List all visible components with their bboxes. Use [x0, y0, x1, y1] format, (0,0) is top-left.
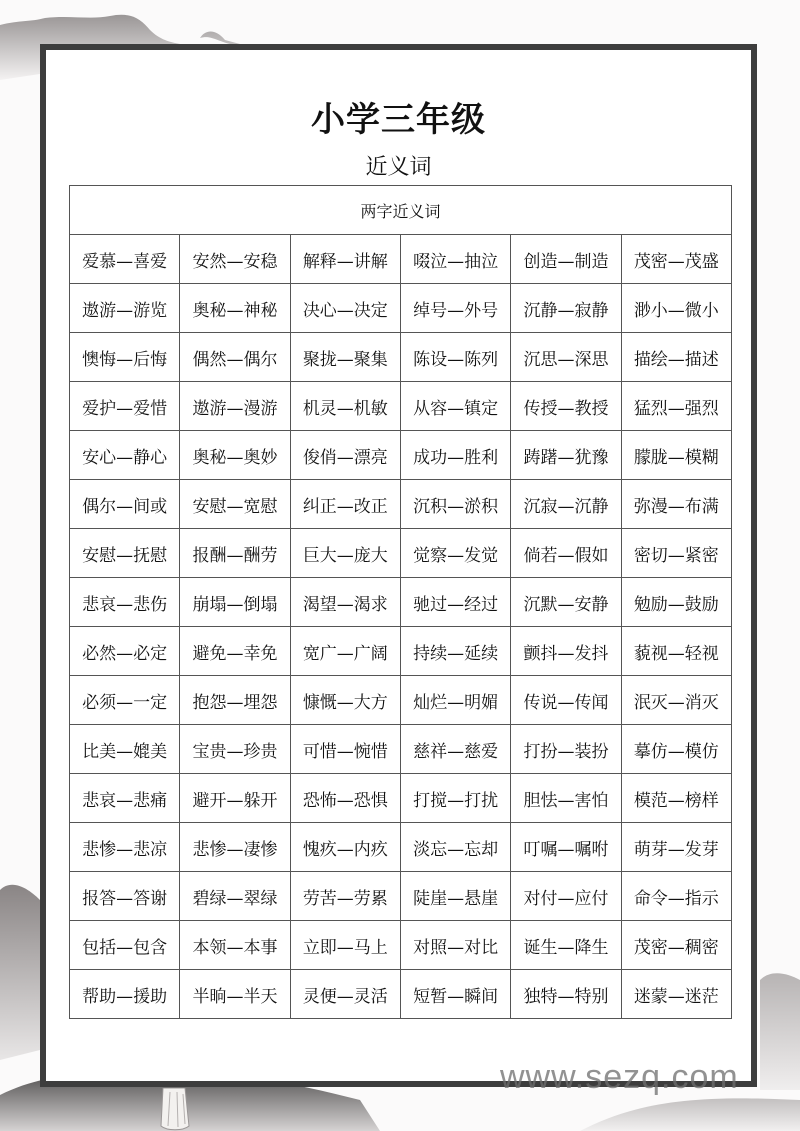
table-row	[70, 284, 732, 333]
synonym-pair-cell: 懊悔—后悔	[70, 333, 180, 382]
synonym-pair-cell: 奥秘—神秘	[180, 284, 290, 333]
table-row	[70, 872, 732, 921]
synonym-pair-cell: 独特—特别	[511, 970, 621, 1019]
synonym-pair-cell: 绰号—外号	[400, 284, 510, 333]
synonym-pair-cell: 沉积—淤积	[400, 480, 510, 529]
synonym-pair-cell: 朦胧—模糊	[621, 431, 731, 480]
synonym-pair-cell: 迷蒙—迷茫	[621, 970, 731, 1019]
table-row	[70, 921, 732, 970]
synonym-table	[69, 185, 732, 1019]
synonym-pair-cell: 对照—对比	[400, 921, 510, 970]
synonym-pair-cell: 包括—包含	[70, 921, 180, 970]
synonym-pair-cell: 萌芽—发芽	[621, 823, 731, 872]
synonym-pair-cell: 抱怨—埋怨	[180, 676, 290, 725]
synonym-pair-cell: 帮助—援助	[70, 970, 180, 1019]
synonym-pair-cell: 渴望—渴求	[290, 578, 400, 627]
synonym-pair-cell: 偶然—偶尔	[180, 333, 290, 382]
synonym-pair-cell: 避开—躲开	[180, 774, 290, 823]
synonym-pair-cell: 慷慨—大方	[290, 676, 400, 725]
synonym-pair-cell: 叮嘱—嘱咐	[511, 823, 621, 872]
synonym-pair-cell: 陈设—陈列	[400, 333, 510, 382]
synonym-pair-cell: 安慰—抚慰	[70, 529, 180, 578]
synonym-pair-cell: 弥漫—布满	[621, 480, 731, 529]
synonym-pair-cell: 悲惨—悲凉	[70, 823, 180, 872]
synonym-pair-cell: 可惜—惋惜	[290, 725, 400, 774]
synonym-pair-cell: 恐怖—恐惧	[290, 774, 400, 823]
synonym-pair-cell: 啜泣—抽泣	[400, 235, 510, 284]
table-row	[70, 333, 732, 382]
table-row	[70, 970, 732, 1019]
synonym-pair-cell: 偶尔—间或	[70, 480, 180, 529]
synonym-pair-cell: 立即—马上	[290, 921, 400, 970]
synonym-pair-cell: 踌躇—犹豫	[511, 431, 621, 480]
synonym-pair-cell: 猛烈—强烈	[621, 382, 731, 431]
synonym-pair-cell: 沉思—深思	[511, 333, 621, 382]
synonym-pair-cell: 传说—传闻	[511, 676, 621, 725]
synonym-pair-cell: 解释—讲解	[290, 235, 400, 284]
page-title: 小学三年级	[311, 100, 486, 140]
synonym-pair-cell: 渺小—微小	[621, 284, 731, 333]
synonym-pair-cell: 灵便—灵活	[290, 970, 400, 1019]
synonym-pair-cell: 悲惨—凄惨	[180, 823, 290, 872]
table-row	[70, 431, 732, 480]
synonym-pair-cell: 命令—指示	[621, 872, 731, 921]
synonym-pair-cell: 爱慕—喜爱	[70, 235, 180, 284]
synonym-pair-cell: 机灵—机敏	[290, 382, 400, 431]
synonym-pair-cell: 必须—一定	[70, 676, 180, 725]
synonym-pair-cell: 安慰—宽慰	[180, 480, 290, 529]
table-row	[70, 823, 732, 872]
synonym-pair-cell: 愧疚—内疚	[290, 823, 400, 872]
synonym-pair-cell: 胆怯—害怕	[511, 774, 621, 823]
synonym-pair-cell: 陡崖—悬崖	[400, 872, 510, 921]
synonym-pair-cell: 俊俏—漂亮	[290, 431, 400, 480]
table-header: 两字近义词	[70, 186, 732, 235]
synonym-pair-cell: 成功—胜利	[400, 431, 510, 480]
synonym-pair-cell: 决心—决定	[290, 284, 400, 333]
table-row	[70, 774, 732, 823]
synonym-pair-cell: 奥秘—奥妙	[180, 431, 290, 480]
synonym-pair-cell: 茂密—茂盛	[621, 235, 731, 284]
synonym-pair-cell: 传授—教授	[511, 382, 621, 431]
synonym-pair-cell: 报酬—酬劳	[180, 529, 290, 578]
synonym-pair-cell: 纠正—改正	[290, 480, 400, 529]
synonym-pair-cell: 慈祥—慈爱	[400, 725, 510, 774]
synonym-pair-cell: 从容—镇定	[400, 382, 510, 431]
synonym-pair-cell: 巨大—庞大	[290, 529, 400, 578]
synonym-pair-cell: 悲哀—悲痛	[70, 774, 180, 823]
watermark: www.sezq.com	[500, 1058, 739, 1096]
synonym-pair-cell: 藐视—轻视	[621, 627, 731, 676]
synonym-pair-cell: 泯灭—消灭	[621, 676, 731, 725]
synonym-pair-cell: 打搅—打扰	[400, 774, 510, 823]
synonym-pair-cell: 勉励—鼓励	[621, 578, 731, 627]
table-row	[70, 235, 732, 284]
synonym-pair-cell: 半晌—半天	[180, 970, 290, 1019]
synonym-pair-cell: 劳苦—劳累	[290, 872, 400, 921]
synonym-pair-cell: 描绘—描述	[621, 333, 731, 382]
synonym-pair-cell: 短暂—瞬间	[400, 970, 510, 1019]
table-row	[70, 480, 732, 529]
synonym-pair-cell: 报答—答谢	[70, 872, 180, 921]
page-subtitle: 近义词	[365, 155, 432, 180]
synonym-pair-cell: 淡忘—忘却	[400, 823, 510, 872]
synonym-pair-cell: 打扮—装扮	[511, 725, 621, 774]
synonym-pair-cell: 遨游—漫游	[180, 382, 290, 431]
synonym-pair-cell: 聚拢—聚集	[290, 333, 400, 382]
table-row	[70, 382, 732, 431]
table-row	[70, 578, 732, 627]
table-row	[70, 725, 732, 774]
synonym-pair-cell: 遨游—游览	[70, 284, 180, 333]
robed-figure-decoration	[155, 1088, 195, 1131]
table-row	[70, 676, 732, 725]
synonym-pair-cell: 驰过—经过	[400, 578, 510, 627]
synonym-pair-cell: 颤抖—发抖	[511, 627, 621, 676]
synonym-pair-cell: 崩塌—倒塌	[180, 578, 290, 627]
synonym-pair-cell: 本领—本事	[180, 921, 290, 970]
synonym-pair-cell: 觉察—发觉	[400, 529, 510, 578]
synonym-pair-cell: 必然—必定	[70, 627, 180, 676]
synonym-pair-cell: 沉寂—沉静	[511, 480, 621, 529]
synonym-pair-cell: 沉默—安静	[511, 578, 621, 627]
synonym-pair-cell: 模范—榜样	[621, 774, 731, 823]
synonym-pair-cell: 灿烂—明媚	[400, 676, 510, 725]
synonym-pair-cell: 避免—幸免	[180, 627, 290, 676]
synonym-pair-cell: 密切—紧密	[621, 529, 731, 578]
document-frame	[40, 44, 757, 1087]
table-row	[70, 627, 732, 676]
synonym-pair-cell: 对付—应付	[511, 872, 621, 921]
synonym-pair-cell: 安心—静心	[70, 431, 180, 480]
synonym-pair-cell: 倘若—假如	[511, 529, 621, 578]
table-row	[70, 529, 732, 578]
synonym-pair-cell: 悲哀—悲伤	[70, 578, 180, 627]
synonym-pair-cell: 摹仿—模仿	[621, 725, 731, 774]
synonym-pair-cell: 持续—延续	[400, 627, 510, 676]
synonym-pair-cell: 宝贵—珍贵	[180, 725, 290, 774]
synonym-pair-cell: 茂密—稠密	[621, 921, 731, 970]
synonym-pair-cell: 宽广—广阔	[290, 627, 400, 676]
synonym-pair-cell: 碧绿—翠绿	[180, 872, 290, 921]
synonym-pair-cell: 诞生—降生	[511, 921, 621, 970]
table-header-row	[70, 186, 732, 235]
synonym-pair-cell: 比美—媲美	[70, 725, 180, 774]
synonym-pair-cell: 沉静—寂静	[511, 284, 621, 333]
synonym-pair-cell: 创造—制造	[511, 235, 621, 284]
synonym-pair-cell: 安然—安稳	[180, 235, 290, 284]
synonym-pair-cell: 爱护—爱惜	[70, 382, 180, 431]
